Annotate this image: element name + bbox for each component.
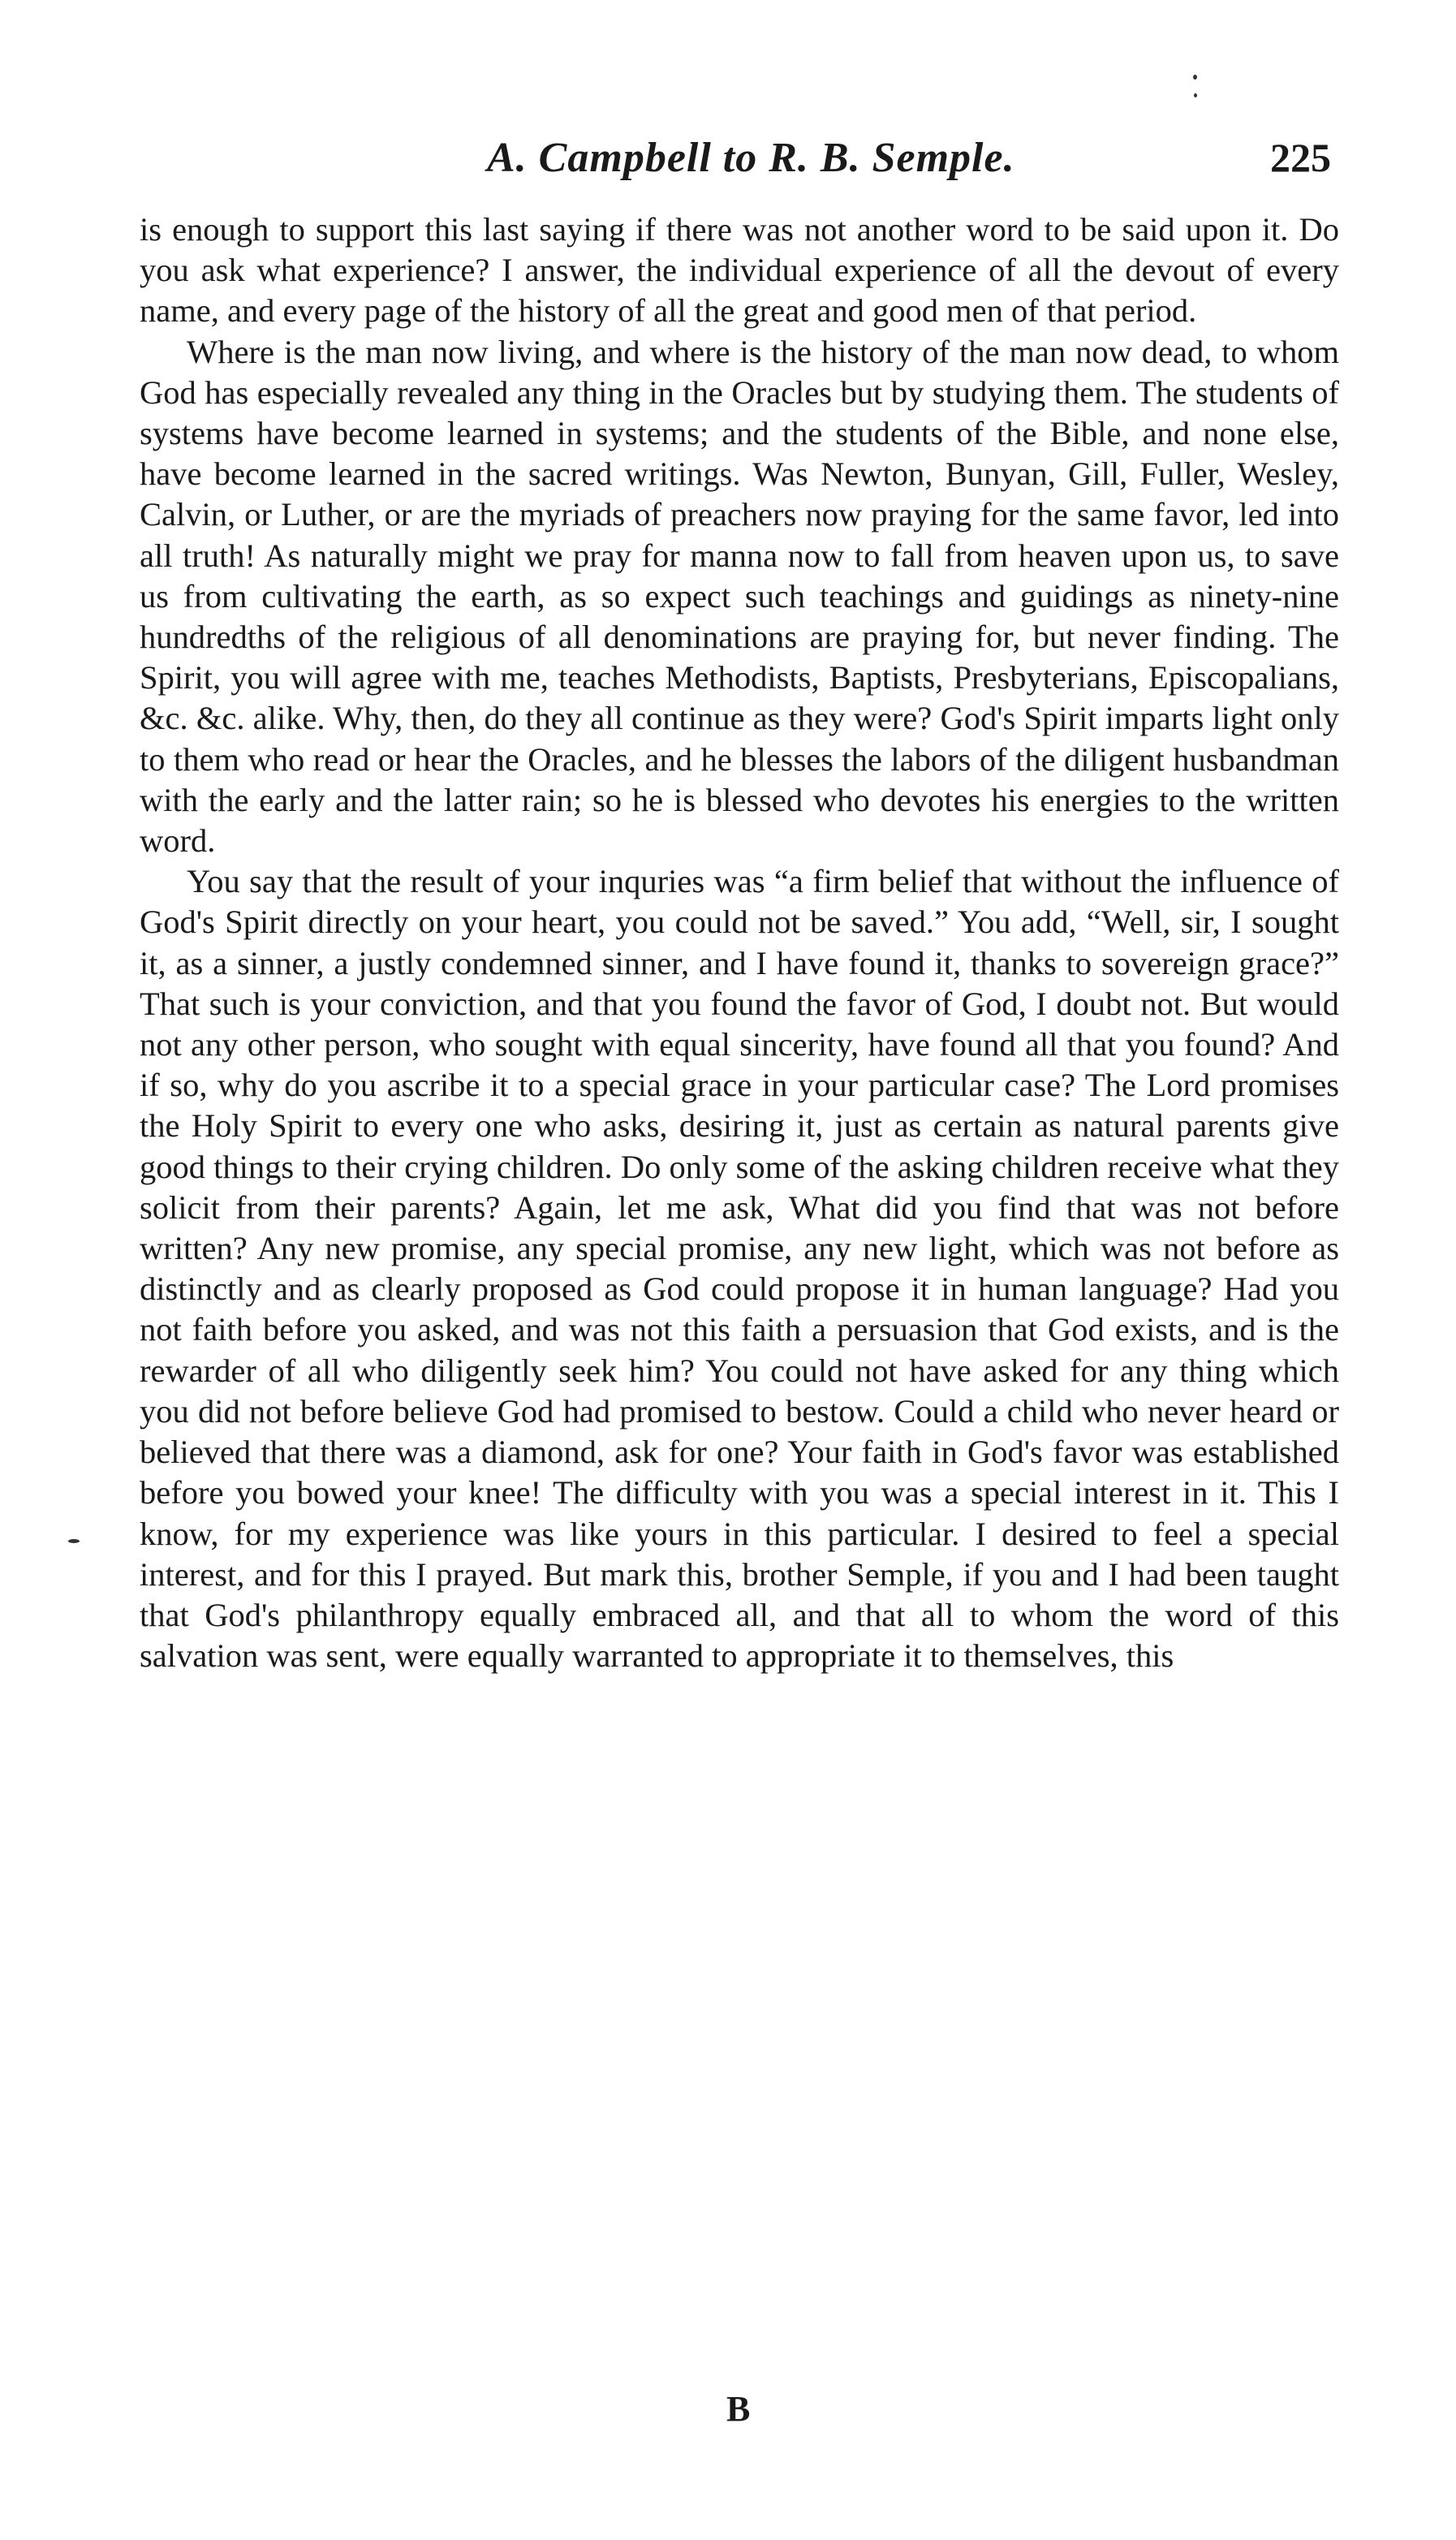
paragraph: Where is the man now living, and where is the history of the man now dead, to whom God has especially revealed any thing in the Oracles but by studying them. The students of systems have become learned in systems; and the students of the Bible, and none else, have become learned in the sacred writings. Was Newton, Bunyan, Gill, Fuller, Wesley, Calvin, or Luther, or are the myriads of preachers now praying for the same favor, led into all truth! As naturally might we pray for manna now to fall from heaven upon us, to save us from cultivating the earth, as so expect such teachings and guidings as ninety-nine hundredths of the religious of all denominations are praying for, but never finding. The Spirit, you will agree with me, teaches Methodists, Baptists, Presbyterians, Episcopalians, &c. &c. alike. Why, then, do they all continue as they were? God's Spirit imparts light only to them who read or hear the Oracles, and he blesses the labors of the diligent husbandman with the early and the latter rain; so he is blessed who devotes his energies to the written word. [140, 333, 1339, 860]
ink-speck [68, 1539, 80, 1543]
running-head: A. Campbell to R. B. Semple. [487, 135, 1015, 181]
signature-mark: B [726, 2389, 751, 2429]
body-text [140, 209, 1339, 1676]
page-header [138, 134, 1331, 199]
paragraph: You say that the result of your inquries was “a firm belief that without the influence of God's Spirit directly on your heart, you could not be saved.” You add, “Well, sir, I sought it, as a sinner, a justly condemned sinner, and I have found it, thanks to sovereign grace?” That such is your conviction, and that you found the favor of God, I doubt not. But would not any other person, who sought with equal sincerity, have found all that you found? And if so, why do you ascribe it to a special grace in your particular case? The Lord promises the Holy Spirit to every one who asks, desiring it, just as certain as natural parents give good things to their crying children. Do only some of the asking children receive what they solicit from their parents? Again, let me ask, What did you find that was not before written? Any new promise, any special promise, any new light, which was not before as distinctly and as clearly proposed as God could propose it in human language? Had you not faith before you asked, and was not this faith a persuasion that God exists, and is the rewarder of all who diligently seek him? You could not have asked for any thing which you did not before believe God had promised to bestow. Could a child who never heard or believed that there was a diamond, ask for one? Your faith in God's favor was established before you bowed your knee! The difficulty with you was a special interest in it. This I know, for my experience was like yours in this particular. I desired to feel a special interest, and for this I prayed. But mark this, brother Semple, if you and I had been taught that God's philanthropy equally embraced all, and that all to whom the word of this salvation was sent, were equally warranted to appropriate it to themselves, this [140, 863, 1339, 1675]
ink-speck [1193, 75, 1197, 80]
paragraph: is enough to support this last saying if there was not another word to be said upon it. Do you ask what experience? I answer, the individual experience of all the devout of every name, and every page of the history of all the great and good men of that period. [140, 211, 1339, 330]
ink-speck [1194, 93, 1197, 97]
page-number: 225 [1270, 135, 1331, 180]
